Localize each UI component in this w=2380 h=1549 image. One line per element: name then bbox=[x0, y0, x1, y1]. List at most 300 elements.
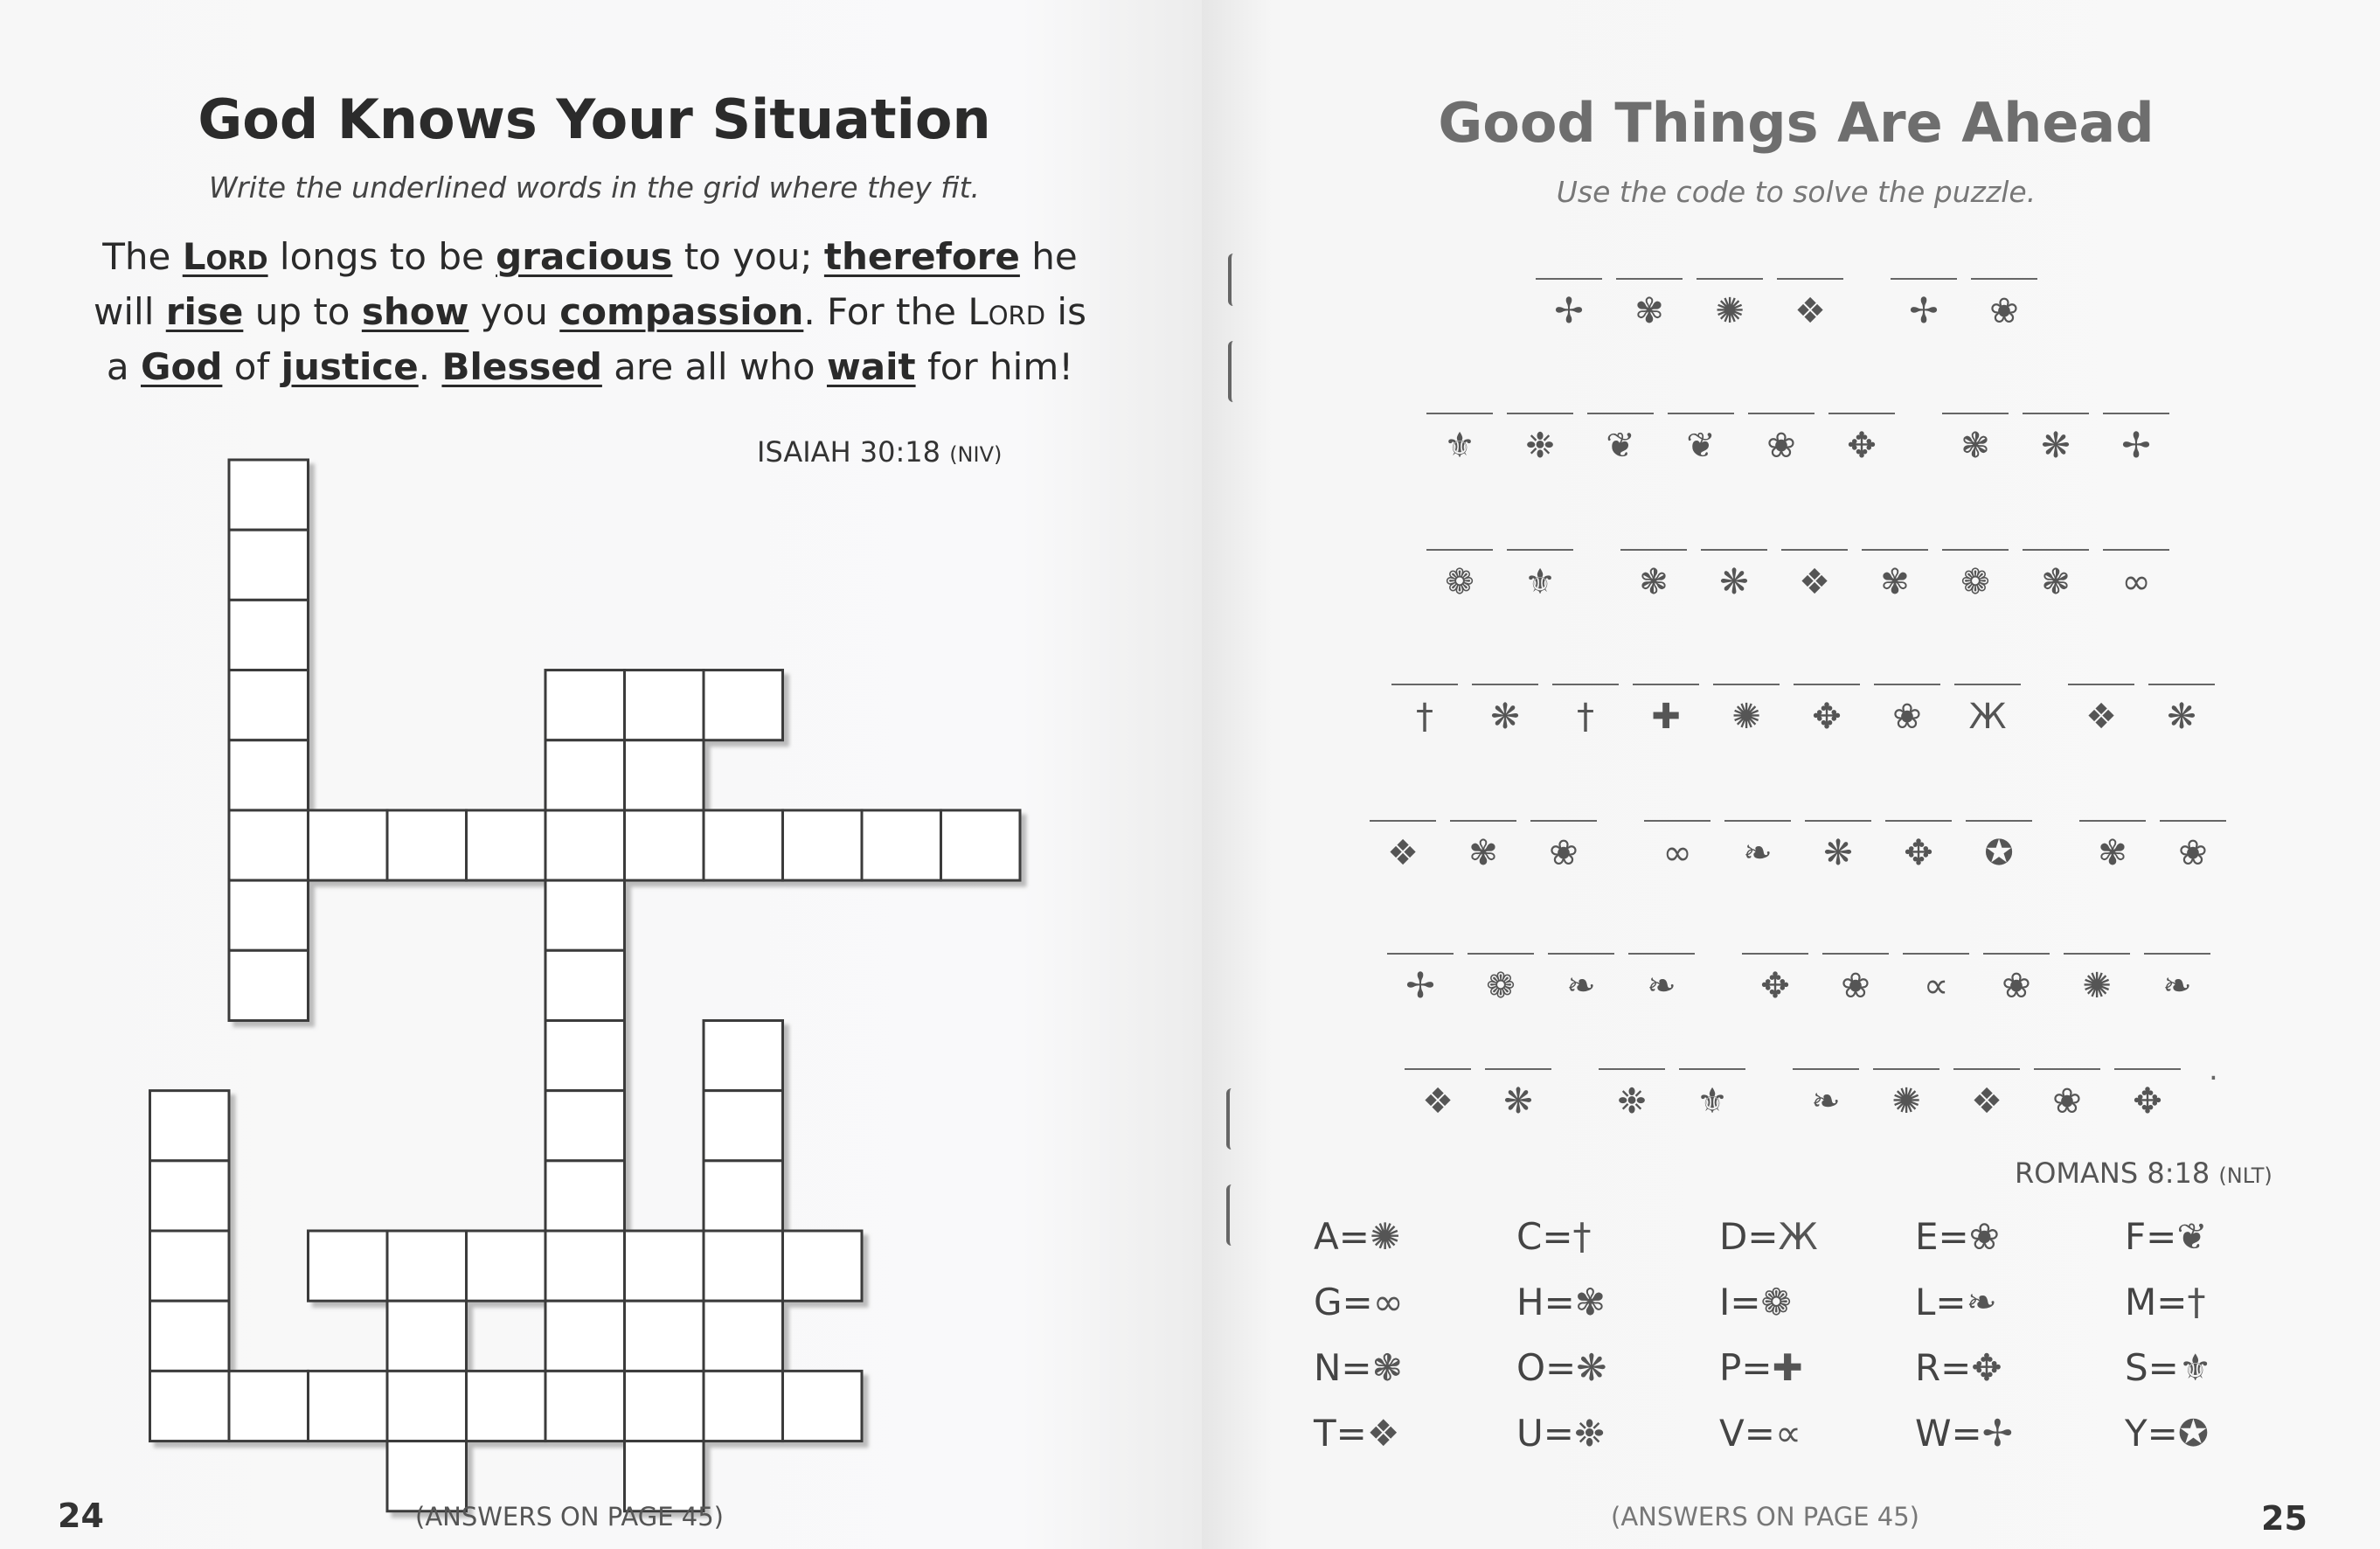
answer-blank[interactable] bbox=[1391, 684, 1458, 685]
letter-slot[interactable] bbox=[1466, 953, 1536, 1005]
crossword-cell[interactable] bbox=[625, 670, 704, 740]
key-symbol-icon: † bbox=[1572, 1215, 1592, 1258]
right-page bbox=[1202, 0, 2380, 1549]
letter-slot[interactable] bbox=[1827, 413, 1897, 465]
letter-slot[interactable] bbox=[1403, 1068, 1473, 1121]
crossword-cell[interactable] bbox=[387, 810, 467, 880]
crossword-cell[interactable] bbox=[545, 1371, 625, 1441]
crossword-cell[interactable] bbox=[229, 1371, 309, 1441]
underlined-word: compassion bbox=[559, 290, 804, 333]
answer-blank[interactable] bbox=[1507, 413, 1573, 414]
code-symbol-icon: † bbox=[1577, 697, 1594, 737]
answer-blank[interactable] bbox=[1587, 413, 1654, 414]
code-symbol-icon: ❀ bbox=[1549, 833, 1579, 873]
letter-slot[interactable] bbox=[1871, 1068, 1941, 1121]
underlined-word: Blessed bbox=[441, 345, 602, 388]
crossword-cell[interactable] bbox=[625, 1441, 704, 1511]
answer-blank[interactable] bbox=[1874, 684, 1940, 685]
answer-blank[interactable] bbox=[1713, 684, 1780, 685]
crossword-cell[interactable] bbox=[704, 1091, 783, 1161]
code-symbol-icon: ❉ bbox=[1617, 1081, 1647, 1122]
key-entry bbox=[1915, 1412, 2125, 1455]
answer-blank[interactable] bbox=[1530, 820, 1597, 822]
code-symbol-icon: ✢ bbox=[1405, 966, 1435, 1006]
code-symbol-icon: ❦ bbox=[1606, 426, 1635, 466]
code-symbol-icon: ❃ bbox=[1960, 426, 1990, 466]
key-entry bbox=[2125, 1215, 2300, 1258]
crossword-cell[interactable] bbox=[545, 810, 625, 880]
letter-slot[interactable] bbox=[1872, 684, 1942, 736]
answer-blank[interactable] bbox=[2023, 413, 2089, 414]
crossword-cell[interactable] bbox=[229, 670, 309, 740]
letter-slot[interactable] bbox=[1390, 684, 1460, 736]
crossword-cell[interactable] bbox=[704, 1161, 783, 1231]
code-symbol-icon: ∞ bbox=[1662, 833, 1692, 873]
key-entry bbox=[1915, 1215, 2125, 1258]
page-number: 24 bbox=[58, 1497, 104, 1535]
letter-slot[interactable] bbox=[1940, 549, 2010, 601]
crossword-cell[interactable] bbox=[704, 670, 783, 740]
letter-slot[interactable] bbox=[2142, 953, 2212, 1005]
answer-blank[interactable] bbox=[1742, 953, 1808, 955]
answer-blank[interactable] bbox=[1426, 549, 1493, 551]
key-entry bbox=[1719, 1412, 1915, 1455]
answer-blank[interactable] bbox=[1620, 549, 1687, 551]
answer-blank[interactable] bbox=[2103, 549, 2169, 551]
key-symbol-icon: Ж bbox=[1778, 1215, 1818, 1258]
page-number: 25 bbox=[2261, 1499, 2307, 1538]
answer-blank[interactable] bbox=[2079, 820, 2146, 822]
key-symbol-icon: ✢ bbox=[1981, 1412, 2013, 1455]
letter-slot[interactable] bbox=[2101, 413, 2171, 465]
letter-slot[interactable] bbox=[1642, 820, 1712, 872]
code-symbol-icon: ❖ bbox=[1422, 1081, 1454, 1122]
crossword-cell[interactable] bbox=[545, 740, 625, 810]
crossword-cell[interactable] bbox=[309, 1371, 388, 1441]
code-symbol-icon: ❀ bbox=[1892, 697, 1922, 737]
code-symbol-icon: ❁ bbox=[1960, 562, 1990, 602]
answer-blank[interactable] bbox=[1387, 953, 1454, 955]
letter-slot[interactable] bbox=[2101, 549, 2171, 601]
crossword-cell[interactable] bbox=[229, 460, 309, 530]
code-symbol-icon: ❀ bbox=[2002, 966, 2031, 1006]
code-symbol-icon: ❖ bbox=[2085, 697, 2117, 737]
answer-blank[interactable] bbox=[1862, 549, 1928, 551]
crossword-cell[interactable] bbox=[625, 1371, 704, 1441]
letter-slot[interactable] bbox=[1551, 684, 1620, 736]
letter-slot[interactable] bbox=[1505, 413, 1575, 465]
reference-version: (NLT) bbox=[2218, 1163, 2272, 1188]
letter-slot[interactable] bbox=[1940, 413, 2010, 465]
key-letter: W= bbox=[1915, 1412, 1982, 1455]
letter-slot[interactable] bbox=[1981, 953, 2051, 1005]
crossword-cell[interactable] bbox=[625, 1231, 704, 1301]
answer-blank[interactable] bbox=[1983, 953, 2050, 955]
crossword-cell[interactable] bbox=[704, 1371, 783, 1441]
crossword-cell[interactable] bbox=[387, 1231, 467, 1301]
letter-slot[interactable] bbox=[1586, 413, 1655, 465]
letter-slot[interactable] bbox=[2066, 684, 2136, 736]
code-symbol-icon: ❦ bbox=[1686, 426, 1716, 466]
letter-slot[interactable] bbox=[1695, 278, 1765, 330]
answers-note: (ANSWERS ON PAGE 45) bbox=[1611, 1502, 1919, 1532]
code-symbol-icon: ✺ bbox=[1731, 697, 1761, 737]
underlined-word: Lord bbox=[182, 235, 268, 278]
letter-slot[interactable] bbox=[2021, 413, 2091, 465]
crossword-cell[interactable] bbox=[467, 1231, 546, 1301]
answer-blank[interactable] bbox=[1468, 953, 1534, 955]
page-subtitle: Write the underlined words in the grid where they fit. bbox=[208, 170, 980, 205]
code-symbol-icon: ❋ bbox=[1823, 833, 1853, 873]
key-symbol-icon: ❁ bbox=[1760, 1281, 1792, 1323]
answer-blank[interactable] bbox=[2068, 684, 2134, 685]
letter-slot[interactable] bbox=[2113, 1068, 2182, 1121]
verse-text: longs to be bbox=[267, 235, 496, 278]
letter-slot[interactable] bbox=[1677, 1068, 1747, 1121]
binding-staple bbox=[1226, 1184, 1240, 1246]
code-symbol-icon: ❖ bbox=[1971, 1081, 2002, 1122]
answer-blank[interactable] bbox=[1822, 953, 1889, 955]
letter-slot[interactable] bbox=[1792, 684, 1862, 736]
code-symbol-icon: ❖ bbox=[1387, 833, 1419, 873]
crossword-cell[interactable] bbox=[150, 1091, 230, 1161]
key-entry bbox=[1314, 1215, 1516, 1258]
answer-blank[interactable] bbox=[1679, 1068, 1745, 1070]
letter-slot[interactable] bbox=[1529, 820, 1599, 872]
code-symbol-icon: ❋ bbox=[1490, 697, 1520, 737]
crossword-cell[interactable] bbox=[625, 810, 704, 880]
letter-slot[interactable] bbox=[1964, 820, 2034, 872]
crossword-cell[interactable] bbox=[387, 1441, 467, 1511]
code-symbol-icon: ❁ bbox=[1486, 966, 1516, 1006]
letter-slot[interactable] bbox=[2147, 684, 2217, 736]
answer-blank[interactable] bbox=[1628, 953, 1695, 955]
letter-slot[interactable] bbox=[1631, 684, 1701, 736]
answer-blank[interactable] bbox=[1633, 684, 1699, 685]
letter-slot[interactable] bbox=[1619, 549, 1689, 601]
answer-blank[interactable] bbox=[1426, 413, 1493, 414]
key-letter: I= bbox=[1719, 1281, 1761, 1323]
answer-blank[interactable] bbox=[1405, 1068, 1471, 1070]
crossword-cell[interactable] bbox=[545, 1020, 625, 1090]
puzzle-word bbox=[1385, 953, 1707, 1005]
crossword-cell[interactable] bbox=[467, 1371, 546, 1441]
puzzle-word bbox=[1791, 1068, 2193, 1121]
letter-slot[interactable] bbox=[1952, 1068, 2022, 1121]
puzzle-word bbox=[1619, 549, 2182, 601]
code-symbol-icon: ✥ bbox=[1847, 426, 1877, 466]
answer-blank[interactable] bbox=[1781, 549, 1848, 551]
key-letter: G= bbox=[1314, 1281, 1373, 1323]
answer-blank[interactable] bbox=[2144, 953, 2210, 955]
crossword-cell[interactable] bbox=[545, 1231, 625, 1301]
code-symbol-icon: ✺ bbox=[2082, 966, 2112, 1006]
letter-slot[interactable] bbox=[2032, 1068, 2102, 1121]
crossword-cell[interactable] bbox=[309, 1231, 388, 1301]
binding-staple bbox=[1228, 341, 1242, 402]
code-key bbox=[1314, 1215, 2300, 1455]
crossword-cell[interactable] bbox=[704, 1231, 783, 1301]
answer-blank[interactable] bbox=[1697, 278, 1763, 280]
letter-slot[interactable] bbox=[1901, 953, 1971, 1005]
key-letter: D= bbox=[1719, 1215, 1779, 1258]
puzzle-word bbox=[1425, 549, 1586, 601]
crossword-cell[interactable] bbox=[704, 1301, 783, 1371]
crossword-cell[interactable] bbox=[704, 810, 783, 880]
crossword-cell[interactable] bbox=[309, 810, 388, 880]
letter-slot[interactable] bbox=[1627, 953, 1697, 1005]
crossword-cell[interactable] bbox=[545, 1091, 625, 1161]
letter-slot[interactable] bbox=[1780, 549, 1849, 601]
puzzle-row bbox=[1390, 684, 2260, 736]
answer-blank[interactable] bbox=[2023, 549, 2089, 551]
end-period: . bbox=[2209, 1052, 2218, 1087]
answer-blank[interactable] bbox=[1966, 820, 2032, 822]
answer-blank[interactable] bbox=[1616, 278, 1683, 280]
key-entry bbox=[1314, 1346, 1516, 1389]
crossword-cell[interactable] bbox=[783, 810, 863, 880]
letter-slot[interactable] bbox=[1448, 820, 1518, 872]
letter-slot[interactable] bbox=[1597, 1068, 1667, 1121]
answers-note: (ANSWERS ON PAGE 45) bbox=[415, 1502, 724, 1532]
letter-slot[interactable] bbox=[1791, 1068, 1861, 1121]
letter-slot[interactable] bbox=[1483, 1068, 1553, 1121]
underlined-word: gracious bbox=[496, 235, 673, 278]
verse-text: you bbox=[468, 290, 560, 333]
answer-blank[interactable] bbox=[1873, 1068, 1939, 1070]
key-entry bbox=[1719, 1346, 1915, 1389]
reference-text: ROMANS 8:18 bbox=[2015, 1157, 2210, 1190]
letter-slot[interactable] bbox=[1470, 684, 1540, 736]
page-title: God Knows Your Situation bbox=[198, 87, 991, 151]
answer-blank[interactable] bbox=[1472, 684, 1538, 685]
crossword-cell[interactable] bbox=[150, 1231, 230, 1301]
answer-blank[interactable] bbox=[1552, 684, 1619, 685]
puzzle-word bbox=[2078, 820, 2238, 872]
code-symbol-icon: ✾ bbox=[1468, 833, 1498, 873]
answer-blank[interactable] bbox=[1450, 820, 1516, 822]
key-entry bbox=[1516, 1412, 1719, 1455]
letter-slot[interactable] bbox=[1775, 278, 1845, 330]
underlined-word: wait bbox=[826, 345, 916, 388]
crossword-cell[interactable] bbox=[229, 530, 309, 600]
key-symbol-icon: ❉ bbox=[1573, 1412, 1606, 1455]
key-entry bbox=[1314, 1412, 1516, 1455]
code-symbol-icon: ❧ bbox=[1811, 1081, 1841, 1122]
crossword-cell[interactable] bbox=[229, 810, 309, 880]
crossword-cell[interactable] bbox=[150, 1301, 230, 1371]
key-letter: A= bbox=[1314, 1215, 1370, 1258]
answer-blank[interactable] bbox=[1748, 413, 1814, 414]
key-entry bbox=[1915, 1281, 2125, 1323]
crossword-cell[interactable] bbox=[150, 1371, 230, 1441]
letter-slot[interactable] bbox=[1723, 820, 1793, 872]
letter-slot[interactable] bbox=[1803, 820, 1873, 872]
verse-text: is bbox=[1045, 290, 1086, 333]
answer-blank[interactable] bbox=[1954, 684, 2021, 685]
answer-blank[interactable] bbox=[1971, 278, 2037, 280]
code-symbol-icon: ∝ bbox=[1923, 966, 1949, 1006]
code-symbol-icon: ❋ bbox=[1719, 562, 1749, 602]
answer-blank[interactable] bbox=[1794, 684, 1860, 685]
crossword-cell[interactable] bbox=[229, 950, 309, 1020]
answer-blank[interactable] bbox=[1724, 820, 1791, 822]
verse-text: of bbox=[222, 345, 281, 388]
code-symbol-icon: ❀ bbox=[1841, 966, 1870, 1006]
answer-blank[interactable] bbox=[1805, 820, 1871, 822]
answer-blank[interactable] bbox=[1507, 549, 1573, 551]
code-symbol-icon: ✾ bbox=[1880, 562, 1910, 602]
letter-slot[interactable] bbox=[1666, 413, 1736, 465]
crossword-cell[interactable] bbox=[150, 1161, 230, 1231]
letter-slot[interactable] bbox=[1368, 820, 1438, 872]
crossword-cell[interactable] bbox=[467, 810, 546, 880]
answer-blank[interactable] bbox=[1891, 278, 1957, 280]
answer-blank[interactable] bbox=[1828, 413, 1895, 414]
answer-blank[interactable] bbox=[1599, 1068, 1665, 1070]
key-entry bbox=[1516, 1346, 1719, 1389]
answer-blank[interactable] bbox=[2064, 953, 2130, 955]
letter-slot[interactable] bbox=[1534, 278, 1604, 330]
answer-blank[interactable] bbox=[1885, 820, 1952, 822]
letter-slot[interactable] bbox=[1385, 953, 1455, 1005]
answer-blank[interactable] bbox=[1903, 953, 1969, 955]
crossword-cell[interactable] bbox=[625, 1301, 704, 1371]
puzzle-word bbox=[1642, 820, 2044, 872]
letter-slot[interactable] bbox=[2158, 820, 2228, 872]
puzzle-word bbox=[1740, 953, 2223, 1005]
underlined-word: rise bbox=[165, 290, 244, 333]
key-letter: R= bbox=[1915, 1346, 1972, 1389]
letter-slot[interactable] bbox=[1505, 549, 1575, 601]
verse-reference bbox=[2015, 1157, 2272, 1190]
answer-blank[interactable] bbox=[1644, 820, 1710, 822]
letter-slot[interactable] bbox=[1953, 684, 2023, 736]
crossword-cell[interactable] bbox=[387, 1301, 467, 1371]
verse-text: he bbox=[1019, 235, 1078, 278]
crossword-cell[interactable] bbox=[783, 1371, 863, 1441]
key-symbol-icon: † bbox=[2187, 1281, 2206, 1323]
crossword-cell[interactable] bbox=[783, 1231, 863, 1301]
answer-blank[interactable] bbox=[1793, 1068, 1859, 1070]
key-letter: C= bbox=[1516, 1215, 1573, 1258]
answer-blank[interactable] bbox=[2148, 684, 2215, 685]
answer-blank[interactable] bbox=[2160, 820, 2226, 822]
key-letter: H= bbox=[1516, 1281, 1575, 1323]
code-symbol-icon: ❧ bbox=[1743, 833, 1773, 873]
answer-blank[interactable] bbox=[1370, 820, 1436, 822]
key-letter: E= bbox=[1915, 1215, 1969, 1258]
code-symbol-icon: ✥ bbox=[1812, 697, 1842, 737]
code-symbol-icon: ⚜ bbox=[1444, 426, 1475, 466]
code-symbol-icon: ❀ bbox=[2052, 1081, 2082, 1122]
code-symbol-icon: ✺ bbox=[1891, 1081, 1921, 1122]
letter-slot[interactable] bbox=[2021, 549, 2091, 601]
crossword-cell[interactable] bbox=[387, 1371, 467, 1441]
crossword-cell[interactable] bbox=[941, 810, 1021, 880]
reference-version: (NIV) bbox=[949, 442, 1003, 467]
answer-blank[interactable] bbox=[2114, 1068, 2181, 1070]
letter-slot[interactable] bbox=[1614, 278, 1684, 330]
crossword-cell[interactable] bbox=[545, 880, 625, 950]
answer-blank[interactable] bbox=[1777, 278, 1843, 280]
code-symbol-icon: ✪ bbox=[1984, 833, 2014, 873]
crossword-cell[interactable] bbox=[229, 600, 309, 670]
puzzle-row bbox=[1385, 953, 2256, 1005]
crossword-cell[interactable] bbox=[229, 740, 309, 810]
code-symbol-icon: ❋ bbox=[2041, 426, 2071, 466]
puzzle-word bbox=[1597, 1068, 1758, 1121]
key-symbol-icon: ✾ bbox=[1574, 1281, 1606, 1323]
key-entry bbox=[1314, 1281, 1516, 1323]
code-symbol-icon: Ж bbox=[1968, 697, 2007, 737]
letter-slot[interactable] bbox=[1546, 953, 1616, 1005]
answer-blank[interactable] bbox=[1668, 413, 1734, 414]
crossword-cell[interactable] bbox=[545, 1161, 625, 1231]
letter-slot[interactable] bbox=[1711, 684, 1781, 736]
letter-slot[interactable] bbox=[1969, 278, 2039, 330]
key-letter: Y= bbox=[2125, 1412, 2178, 1455]
letter-slot[interactable] bbox=[1860, 549, 1930, 601]
answer-blank[interactable] bbox=[1953, 1068, 2020, 1070]
code-symbol-icon: ✥ bbox=[1904, 833, 1933, 873]
letter-slot[interactable] bbox=[1740, 953, 1810, 1005]
letter-slot[interactable] bbox=[1425, 549, 1495, 601]
puzzle-word bbox=[1368, 820, 1609, 872]
underlined-word: justice bbox=[281, 345, 419, 388]
crossword-cell[interactable] bbox=[862, 810, 941, 880]
letter-slot[interactable] bbox=[1746, 413, 1816, 465]
answer-blank[interactable] bbox=[2103, 413, 2169, 414]
crossword-cell[interactable] bbox=[545, 950, 625, 1020]
code-symbol-icon: ✚ bbox=[1651, 697, 1681, 737]
answer-blank[interactable] bbox=[1485, 1068, 1551, 1070]
puzzle-row bbox=[1368, 820, 2272, 872]
code-symbol-icon: ✥ bbox=[2133, 1081, 2162, 1122]
crossword-cell[interactable] bbox=[704, 1020, 783, 1090]
code-symbol-icon: ❀ bbox=[1766, 426, 1796, 466]
letter-slot[interactable] bbox=[2062, 953, 2132, 1005]
answer-blank[interactable] bbox=[1942, 549, 2009, 551]
letter-slot[interactable] bbox=[1889, 278, 1959, 330]
answer-blank[interactable] bbox=[1701, 549, 1767, 551]
crossword-cell[interactable] bbox=[625, 740, 704, 810]
letter-slot[interactable] bbox=[1699, 549, 1769, 601]
crossword-cell[interactable] bbox=[545, 1301, 625, 1371]
crossword-cell[interactable] bbox=[545, 670, 625, 740]
answer-blank[interactable] bbox=[1536, 278, 1602, 280]
letter-slot[interactable] bbox=[1884, 820, 1953, 872]
code-symbol-icon: ❀ bbox=[1989, 291, 2019, 331]
verse-text: will bbox=[94, 290, 166, 333]
letter-slot[interactable] bbox=[1821, 953, 1891, 1005]
key-symbol-icon: ✺ bbox=[1369, 1215, 1401, 1258]
answer-blank[interactable] bbox=[2034, 1068, 2100, 1070]
key-letter: S= bbox=[2125, 1346, 2179, 1389]
letter-slot[interactable] bbox=[2078, 820, 2148, 872]
key-entry bbox=[2125, 1412, 2300, 1455]
key-letter: O= bbox=[1516, 1346, 1577, 1389]
key-entry bbox=[1915, 1346, 2125, 1389]
answer-blank[interactable] bbox=[1548, 953, 1614, 955]
crossword-cell[interactable] bbox=[229, 880, 309, 950]
code-symbol-icon: ❧ bbox=[1647, 966, 1676, 1006]
code-symbol-icon: ❉ bbox=[1525, 426, 1555, 466]
puzzle-row bbox=[1425, 549, 2215, 601]
letter-slot[interactable] bbox=[1425, 413, 1495, 465]
code-symbol-icon: ❃ bbox=[2041, 562, 2071, 602]
answer-blank[interactable] bbox=[1942, 413, 2009, 414]
